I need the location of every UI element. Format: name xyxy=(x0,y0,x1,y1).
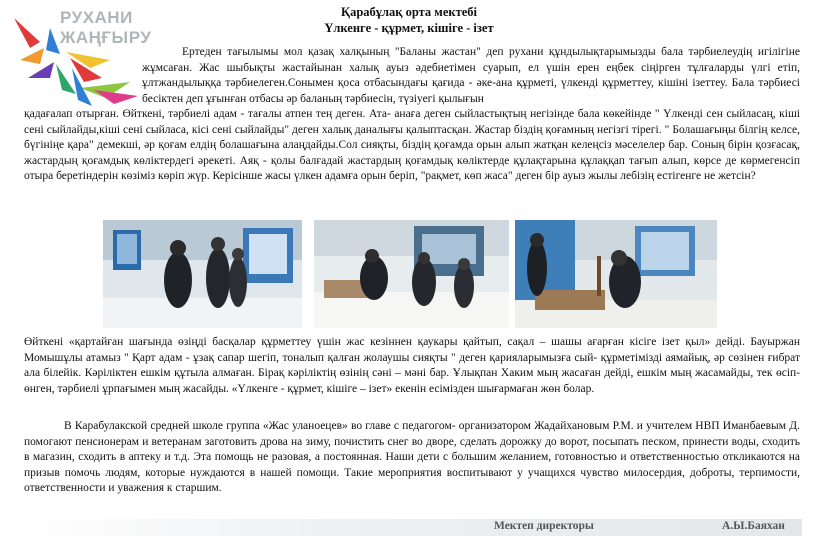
article-title: Үлкенге - құрмет, кішіге - ізет xyxy=(324,21,494,35)
signature-name: А.Ы.Баяхан xyxy=(722,520,785,532)
paragraph-1-rest: қадағалап отырған. Өйткені, тәрбиелі адам - тағалы атпен тең деген. Ата- анаға деген сыйластықтың негізінде бала көкейінде " Үлкенді сен сыйласаң, кіші сені сыйлайды,кіші сені сыйласа, кісі сені сыйлайды" деген халық даналығы қалыптасқан. Жастар біздің қоғамның негізгі тірегі. " Болашағыңы білгің келсе, бүгініңе қара" демекші, әр қоғам елдің болашағына алаңдайды.Сол сияқты, біздің қоғамда орын алып жатқан келеңсіз мәселелер бар. Соның бірін қозғасақ, жастардың қоғамдық көліктердегі әрекеті. Аяқ - қолы балғадай жастардың қоғамдық көліктерде құлақтарына құлаққап тағып алып, көрсе де көрмегенсіп отыра беретіндерін көзіміз көріп жүр. Керісінше жасы үлкен адамға орын беріп, "рақмет, көп жаса" деген бір ауыз жылы лебізің естігенге не жетсін? xyxy=(24,108,800,183)
logo-line1: РУХАНИ xyxy=(60,8,133,27)
paragraph-2: Өйткені «қартайған шағында өзіңді басқалар құрметтеу үшін жас кезіннен қаукары қайтып, сақал – шашы ағарған кісіге ізет қыл» дейді. Бауыржан Момышұлы атамыз " Қарт адам - ұзақ сапар шегіп, тоналып қалған жолаушы сияқты " деген қарияларымызға сый- құрметімізді аямайық, әр сөзінен ғибрат ала білейік. Кәріліктен ешкім құтыла алмаған. Бірақ кәріліктің өзінің сәні – мәні бар. Ұлықпан Хаким мың жасаған дейді, ешкім мың жасамайды, тек өсіп-өнген, тәрбиелі ұрпағымен мың жасайды. «Үлкенге - құрмет, кішіге – ізет» екенін есімізден шығармаған жөн болар. xyxy=(24,336,800,395)
photo-students-helping-3 xyxy=(515,220,717,328)
paragraph-3: В Карабулакской средней школе группа «Жас уланоецев» во главе с педагогом- организатором Жадайхановым Р.М. и учителем НВП Иманбаевым Д. помогают пенсионерам и ветеранам заготовить дрова на зиму, почистить снег во дворе, сделать дорожку до ворот, посыпать песком, принести воды, сходить в магазин, сходить в аптеку и т.д. Эта помощь не разовая, а постоянная. Наши дети с большим желанием, готовностью и ответственностью откликаются на призыв помочь людям, которые нуждаются в нашей помощи. Такие мероприятия воспитывают у учащихся чувство милосердия, доброты, терпимости, ответственности и уважения к старшим. xyxy=(24,420,800,495)
photo-students-helping-1 xyxy=(103,220,302,328)
signature-role: Мектеп директоры xyxy=(494,520,594,532)
paragraph-1-top: Ертеден тағылымы мол қазақ халқының "Баланы жастан" деп рухани құндылықтарымызды бала тәрбиелеудің игілігіне жұмсаған. Жас шыбықты жастайынан халық ауыз әдебиетімен суарып, ел үшін ерен еңбек сіңірген тұлғаларды үлгі етіп, ұлтжандылыққа тәрбиелеген.Сонымен қоса отбасындағы қағида - әке-ана құрметі, үлкенді құрметтеу, кішіні ізеттеу. Бала тәрбиесі бесіктен деп ұғынған отбасы әр баланың тәрбиесін, түзіуегі қылығын xyxy=(142,46,800,105)
photo-students-helping-2 xyxy=(314,220,509,328)
school-title: Қарабұлақ орта мектебі xyxy=(341,5,477,19)
logo-line2: ЖАҢҒЫРУ xyxy=(60,28,152,47)
signature-bar xyxy=(16,519,802,536)
